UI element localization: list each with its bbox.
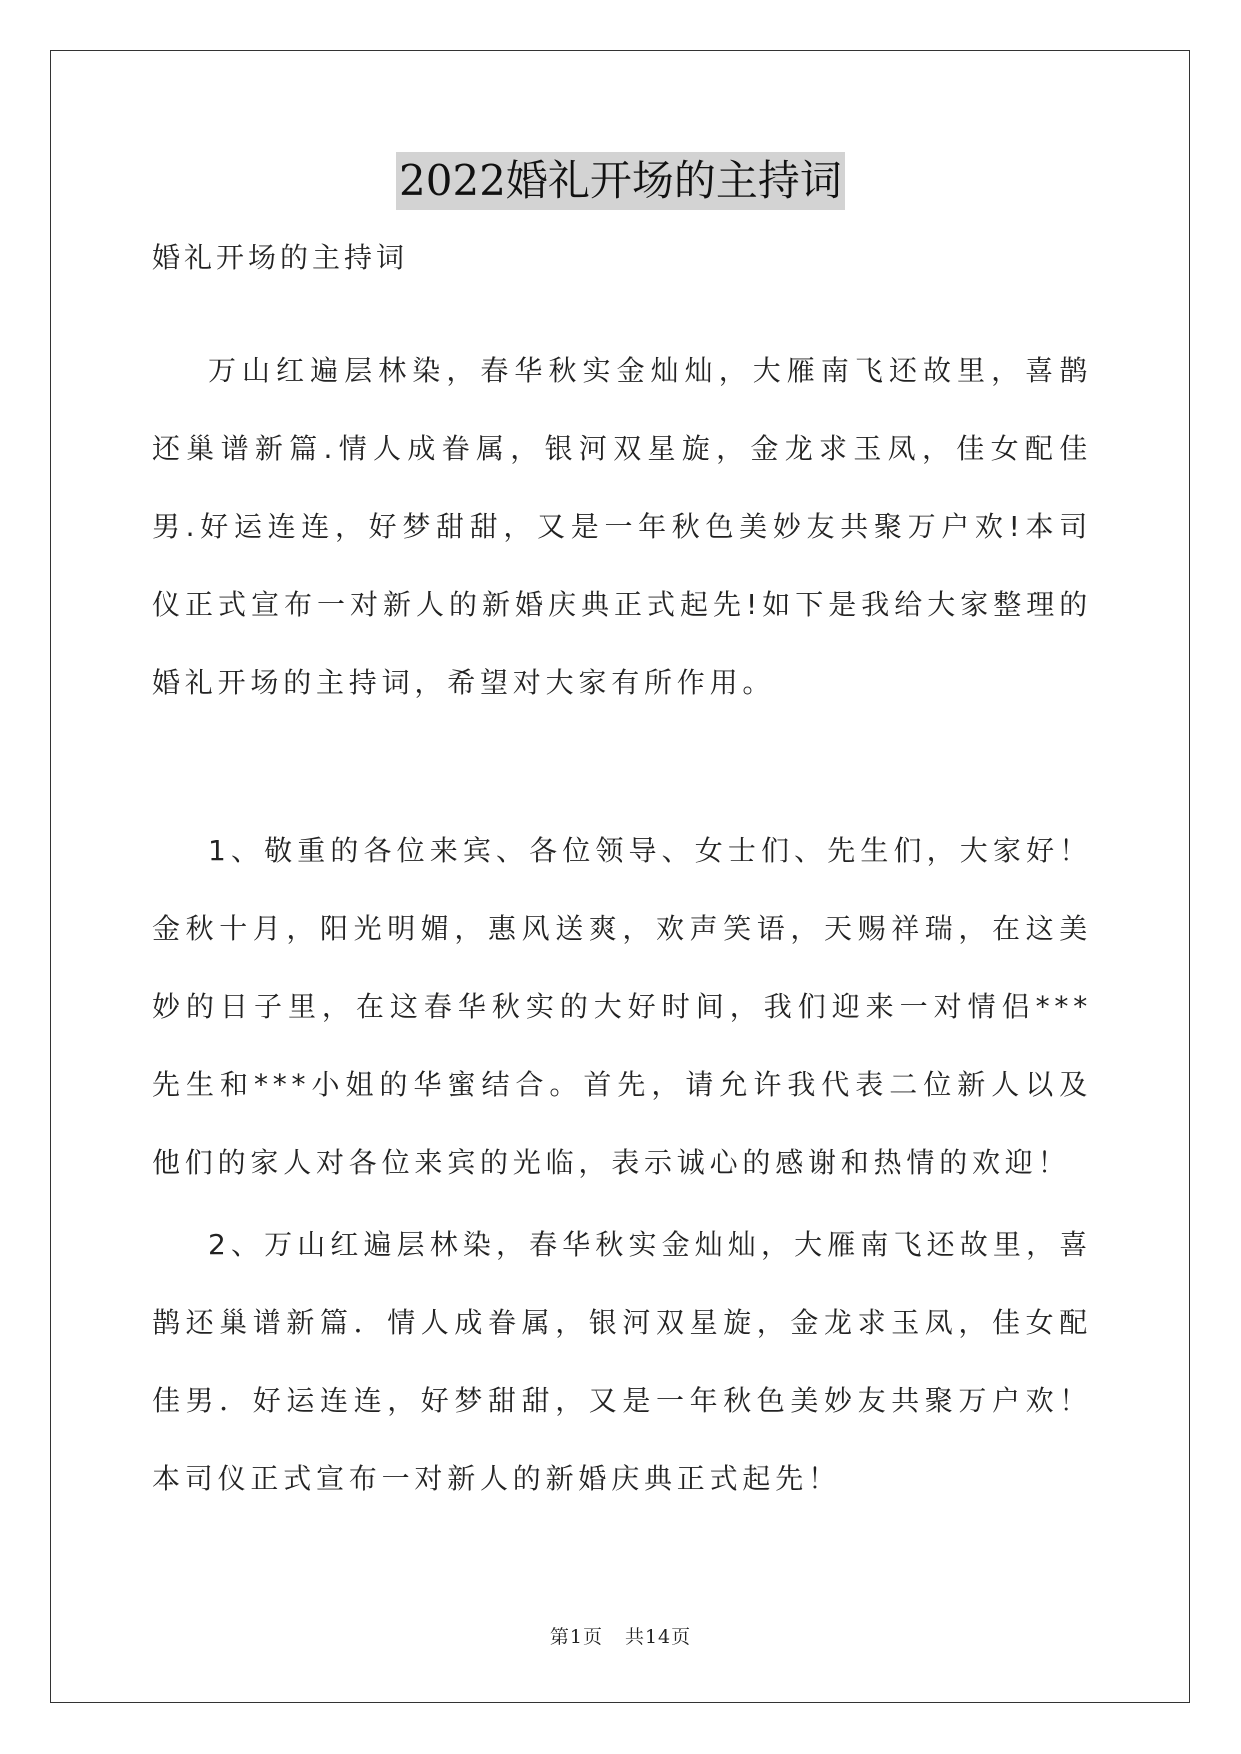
title-container: [0, 152, 1241, 210]
document-title: 2022婚礼开场的主持词: [396, 152, 845, 210]
document-subtitle: 婚礼开场的主持词: [152, 241, 409, 274]
paragraph-2: 2、万山红遍层林染，春华秋实金灿灿，大雁南飞还故里，喜鹊还巢谱新篇．情人成眷属，银河双星旋，金龙求玉凤，佳女配佳男．好运连连，好梦甜甜，又是一年秋色美妙友共聚万户欢！本司仪正式宣布一对新人的新婚庆典正式起先！: [152, 1228, 1092, 1495]
paragraph-1: 1、敬重的各位来宾、各位领导、女士们、先生们，大家好！金秋十月，阳光明媚，惠风送爽，欢声笑语，天赐祥瑞，在这美妙的日子里，在这春华秋实的大好时间，我们迎来一对情侣***先生和***小姐的华蜜结合。首先，请允许我代表二位新人以及他们的家人对各位来宾的光临，表示诚心的感谢和热情的欢迎！: [152, 834, 1092, 1179]
page-total: 共14页: [624, 1626, 692, 1648]
paragraph-intro: 万山红遍层林染，春华秋实金灿灿，大雁南飞还故里，喜鹊还巢谱新篇.情人成眷属，银河双星旋，金龙求玉凤，佳女配佳男.好运连连，好梦甜甜，又是一年秋色美妙友共聚万户欢!本司仪正式宣布一对新人的新婚庆典正式起先!如下是我给大家整理的婚礼开场的主持词，希望对大家有所作用。: [152, 354, 1092, 699]
page-footer: [0, 1622, 1241, 1649]
page-number: 第1页: [549, 1626, 603, 1648]
